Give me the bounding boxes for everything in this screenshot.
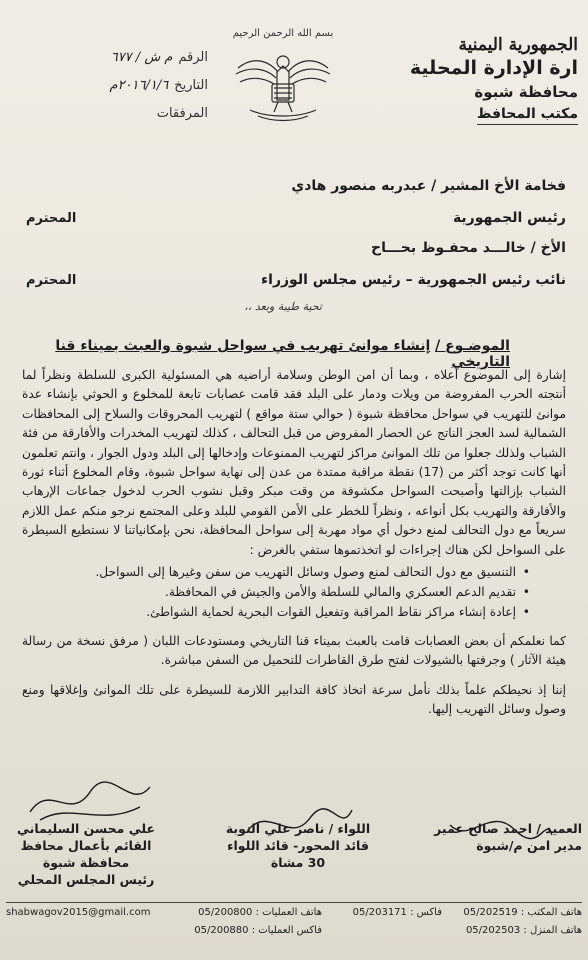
- addressee-president: فخامة الأخ المشير / عبدربه منصور هادي: [291, 178, 566, 194]
- ref-row: [8, 44, 208, 72]
- letterhead-country: الجمهورية اليمنية: [458, 35, 578, 55]
- signatory-title-2: رئيس المجلس المحلي: [17, 872, 155, 887]
- body-paragraph-1: إشارة إلى الموضوع أعلاه ، وبما أن امن الوطن وسلامة أراضيه هي المسئولية الكبرى للسلطة ونظراً لما أنتجته الحرب المفروضة من ويلات ودمار على البلد فقد قامت عصابات تابعة للمخلوع و الحوثي بإنشاء عدة موانئ للتهريب في سواحل محافظة شبوة ( حوالي ستة مواقع ) لتهريب المحروقات والسلاح إلى المحافظات الشمالية لسد العجز الناتج عن الحصار المفروض من قبل التحالف ، كذلك لتهريب المخدرات والأفارقة من فئة الشباب ولذلك جعلوا من تلك الموانئ مراكز لتهريب الممنوعات وإدخالها إلى البلد ودول الجوار ، وانتم تعلمون أنها كانت توجد أكثر من (17) نقطة مراقبة ممتدة من عدن إلى نهاية سواحل شبوة، وقام المخلوع أثناء ثورة الشباب بإزالتها وأصبحت السواحل مكشوفة من وقت مبكر وقبل نشوب الحرب لدخول جماعات الإرهاب والأفارقة والتهريب بكل أنواعه ، ونظراً للخطر على الأمن القومي للبلد وعلى المجتمع نرجو منكم عمل اللازم سريعاً مع دول التحالف لمنع دخول أي مواد مهربة إلى سواحل المحافظة، نحن بإمكانياتنا لا نستطيع السيطرة على السواحل لكن هناك إجراءات لو اتخذتموها ستفي بالغرض :: [22, 368, 567, 557]
- emblem: [228, 30, 338, 130]
- signatory-name: علي محسن السليماني: [16, 821, 156, 836]
- letterhead-governorate: محافظة شبوة: [474, 83, 578, 101]
- signatory-title: القائم بأعمال محافظ محافظة شبوة: [20, 838, 152, 870]
- measures-list: [22, 562, 530, 622]
- footer-email: shabwagov2015@gmail.com: [6, 907, 151, 918]
- signatory-name: اللواء / ناصر علي النوبة: [225, 821, 371, 836]
- respect-2: المحترم: [26, 273, 77, 288]
- reference-block: [8, 44, 208, 128]
- list-item: • تقديم الدعم العسكري والمالي للسلطة والأمن والجيش في المحافظة.: [22, 582, 530, 602]
- letter-footer: [6, 902, 582, 943]
- addressee-vp: الأخ / خالـــد محفـوظ بحـــاح: [371, 240, 566, 256]
- footer-fax: فاكس : 05/203171: [352, 907, 442, 918]
- letterhead-title: [378, 34, 578, 125]
- subject-label: الموضـوع /: [435, 338, 510, 354]
- letterhead-ministry: ارة الإدارة المحلية: [409, 57, 578, 79]
- list-item: • التنسيق مع دول التحالف لمنع وصول وسائل التهريب من سفن وغيرها إلى السواحل.: [22, 562, 530, 582]
- body-paragraph-2: كما نعلمكم أن بعض العصابات قامت بالعبث بميناء قنا التاريخي ومستودعات اللبان ( مرفق نسخة من رسالة هيئة الآثار ) وجرفتها بالشيولات لفتح طرق القاطرات للتحميل من السفن مباشرة.: [22, 634, 566, 668]
- signatory-title: قائد المحور- قائد اللواء 30 مشاة: [227, 838, 369, 870]
- addressee-president-title: رئيس الجمهورية: [452, 210, 566, 226]
- greeting: تحية طيبة وبعد ،،: [244, 300, 322, 313]
- signatory-title: مدير امن م/شبوة: [476, 838, 582, 853]
- date-label: التاريخ: [174, 78, 208, 93]
- signature-military-commander: [218, 820, 378, 871]
- subject-text: إنشاء موانئ تهريب في سواحل شبوة والعبث بميناء قنا التاريخي: [55, 338, 510, 370]
- body-paragraph-3: إننا إذ نحيطكم علماً بذلك نأمل سرعة اتخاذ كافة التدابير اللازمة للسيطرة على تلك الموانئ وإغلاقها ومنع وصول وسائل التهريب إليها.: [22, 682, 566, 717]
- addressee-vp-title: نائب رئيس الجمهورية – رئيس مجلس الوزراء: [260, 272, 566, 288]
- footer-ops-fax: فاكس العمليات : 05/200880: [194, 925, 322, 936]
- respect-1: المحترم: [26, 211, 77, 226]
- addressee-3: [26, 240, 566, 256]
- attachments-row: [8, 100, 208, 128]
- footer-office-phone: هاتف المكتب : 05/202519: [463, 907, 582, 918]
- basmala: بسم الله الرحمن الرحيم: [232, 28, 334, 39]
- ref-value: م ش / ٦٧٧: [110, 50, 173, 65]
- ref-label: الرقم: [178, 50, 208, 65]
- attachments-label: المرفقات: [156, 106, 208, 121]
- list-item: • إعادة إنشاء مراكز نقاط المراقبة وتفعيل القوات البحرية لحماية الشواطئ.: [22, 602, 530, 622]
- signature-security-director: [432, 820, 582, 854]
- footer-home-phone: هاتف المنزل : 05/202503: [465, 925, 582, 936]
- date-value: ٢٠١٦/١/٦م: [109, 78, 169, 93]
- footer-ops-phone: هاتف العمليات : 05/200800: [198, 907, 322, 918]
- letter-body: [22, 366, 566, 720]
- addressee-1: [26, 178, 566, 194]
- date-row: [8, 72, 208, 100]
- addressee-2: [26, 210, 566, 226]
- signatory-name: العميد / احمد صالح عمير: [434, 821, 582, 836]
- letterhead-office: مكتب المحافظ: [477, 104, 578, 125]
- addressee-4: [26, 272, 566, 288]
- signature-governor: [6, 820, 166, 888]
- yemen-eagle-emblem-icon: [228, 38, 338, 138]
